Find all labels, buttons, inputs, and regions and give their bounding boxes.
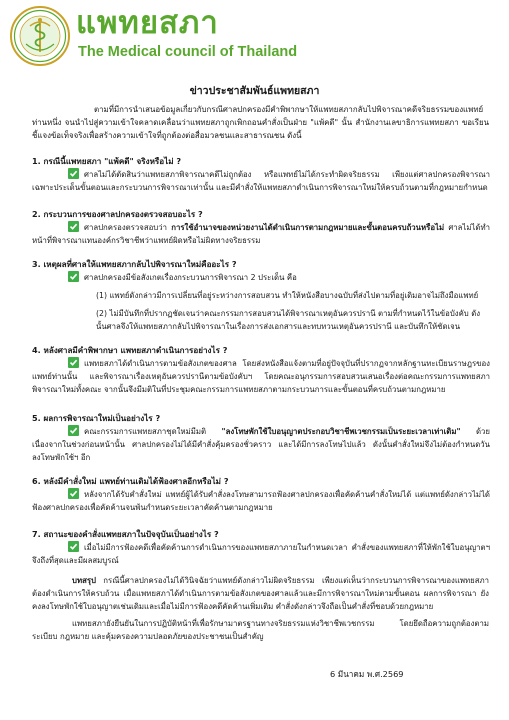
- intro-paragraph: ตามที่มีการนำเสนอข้อมูลเกี่ยวกับกรณีศาลปกครองมีคำพิพากษาให้แพทยสภากลับไปพิจารณาคดีจริยธรรมของแพทย์ท่านหนึ่ง จนนำไปสู่ความเข้าใจคลาดเคลื่อนว่าแพทยสภาถูกเพิกถอนคำสั่งเป็นฝ่าย "แพ้คดี" นั้น สำนักงานเลขาธิการแพทยสภา ขอเรียนชี้แจงข้อเท็จจริงเพื่อสร้างความเข้าใจที่ถูกต้องต่อสื่อมวลชนและสาธารณชน ดังนี้: [32, 105, 489, 140]
- check-icon: [68, 221, 79, 232]
- section-2-answer-text: ศาลไม่ได้ทำหน้าที่พิจารณาแทนองค์กรวิชาชีพว่าแพทย์ผิดหรือไม่ผิดทางจริยธรรม: [32, 223, 490, 245]
- section-6-answer-text: หลังจากได้รับคำสั่งใหม่ แพทย์ผู้ได้รับคำสั่งลงโทษสามารถฟ้องศาลปกครองเพื่อคัดค้านคำสั่งใหม่ได้ แต่แพทย์ดังกล่าวไม่ได้ฟ้องศาลปกครองเพื่อคัดค้านจนพ้นกำหนดระยะเวลาคัดค้านตามกฎหมาย: [32, 490, 490, 512]
- check-icon: [68, 541, 79, 552]
- section-5-answer-prefix: คณะกรรมการแพทยสภาชุดใหม่มีมติ: [84, 427, 222, 436]
- check-icon: [68, 271, 79, 282]
- document-date: 6 มีนาคม พ.ศ.2569: [330, 669, 404, 679]
- section-5-answer: [32, 425, 490, 464]
- document-title: ข่าวประชาสัมพันธ์แพทยสภา: [189, 85, 320, 97]
- section-5-answer-emphasis: "ลงโทษพักใช้ใบอนุญาตประกอบวิชาชีพเวชกรรมเป็นระยะเวลาเท่าเดิม": [221, 427, 461, 436]
- section-4-heading: 4. หลังศาลมีคำพิพากษา แพทยสภาดำเนินการอย่างไร ?: [32, 345, 228, 355]
- check-icon: [68, 357, 79, 368]
- section-7-heading: 7. สถานะของคำสั่งแพทยสภาในปัจจุบันเป็นอย่างไร ?: [32, 529, 219, 539]
- summary-label: บทสรุป: [72, 576, 96, 585]
- section-4-answer: [32, 357, 490, 409]
- summary-text: กรณีนี้ศาลปกครองไม่ได้วินิจฉัยว่าแพทย์ดังกล่าวไม่ผิดจริยธรรม เพียงแต่เห็นว่ากระบวนการพิจารณาของแพทยสภาต้องดำเนินการให้ครบถ้วน เมื่อแพทยสภาได้ดำเนินการตามข้อสังเกตของศาลแล้วและมีการพิจารณาใหม่ตามขั้นตอน ผลการพิจารณา ยังคงลงโทษพักใช้ใบอนุญาตเช่นเดิมและเมื่อไม่มีการฟ้องคดีคัดค้านเพิ่มเติม คำสั่งดังกล่าวจึงถือเป็นคำสั่งที่ชอบด้วยกฎหมาย: [32, 576, 489, 611]
- section-2-answer-prefix: ศาลปกครองตรวจสอบว่า: [84, 223, 172, 232]
- section-3-subitem-1: (1) แพทย์ดังกล่าวมีการเปลี่ยนที่อยู่ระหว่างการสอบสวน ทำให้หนังสือบางฉบับที่ส่งไปตามที่อยู่เดิมอาจไม่ถึงมือแพทย์: [96, 291, 479, 300]
- section-6-heading: 6. หลังมีคำสั่งใหม่ แพทย์ท่านเดิมได้ฟ้องศาลอีกหรือไม่ ?: [32, 476, 229, 486]
- org-name-english: The Medical council of Thailand: [78, 44, 298, 60]
- check-icon: [68, 425, 79, 436]
- section-6-answer: [32, 488, 490, 514]
- section-2-heading: 2. กระบวนการของศาลปกครองตรวจสอบอะไร ?: [32, 209, 203, 219]
- section-5-answer-text: ด้วยเนื่องจากในช่วงก่อนหน้านั้น ศาลปกครองไม่ได้มีคำสั่งคุ้มครองชั่วคราว และได้มีการลงโทษไปแล้ว ดังนั้นคำสั่งใหม่จึงไม่ต้องกำหนดวันลงโทษพักใช้ฯ อีก: [32, 427, 490, 462]
- summary-paragraph: [32, 574, 489, 613]
- section-3-answer: [32, 271, 490, 284]
- section-7-answer: [32, 541, 490, 567]
- section-3-heading: 3. เหตุผลที่ศาลให้แพทยสภากลับไปพิจารณาใหม่คืออะไร ?: [32, 259, 237, 269]
- section-7-answer-text: เมื่อไม่มีการฟ้องคดีเพื่อคัดค้านการดำเนินการของแพทยสภาภายในกำหนดเวลา คำสั่งของแพทยสภาที่ให้พักใช้ใบอนุญาตฯ จึงถึงที่สุดและมีผลสมบูรณ์: [32, 543, 490, 565]
- section-3-answer-text: ศาลปกครองมีข้อสังเกตเรื่องกระบวนการพิจารณา 2 ประเด็น คือ: [84, 273, 297, 282]
- check-icon: [68, 168, 79, 179]
- check-icon: [68, 488, 79, 499]
- section-1-answer-text: ศาลไม่ได้ตัดสินว่าแพทยสภาพิจารณาคดีไม่ถูกต้อง หรือแพทย์ไม่ได้กระทำผิดจริยธรรม เพียงแต่ศาลปกครองพิจารณาเฉพาะประเด็นขั้นตอนและกระบวนการพิจารณาเท่านั้น และมีคำสั่งให้แพทยสภาดำเนินการพิจารณาใหม่ให้ครบถ้วนตามที่กฎหมายกำหนด: [32, 170, 490, 192]
- section-2-answer: [32, 221, 490, 247]
- section-1-answer: [32, 168, 490, 194]
- section-2-answer-emphasis: การใช้อำนาจของหน่วยงานได้ดำเนินการตามกฎหมายและขั้นตอนครบถ้วนหรือไม่: [171, 223, 445, 232]
- section-1-heading: 1. กรณีนี้แพทยสภา "แพ้คดี" จริงหรือไม่ ?: [32, 156, 182, 166]
- letterhead: [0, 0, 509, 72]
- section-3-subitem-2: (2) ไม่มีบันทึกที่ปรากฏชัดเจนว่าคณะกรรมการสอบสวนได้พิจารณาเหตุอันควรปรานี ตามที่กำหนดไว้ในข้อบังคับ ดังนั้นศาลจึงให้แพทยสภากลับไปพิจารณาในเรื่องการส่งเอกสารและทบทวนเหตุอันควรปรานี และบันทึกให้ชัดเจน: [96, 309, 481, 331]
- section-5-heading: 5. ผลการพิจารณาใหม่เป็นอย่างไร ?: [32, 413, 161, 423]
- closing-paragraph: แพทยสภายังยืนยันในการปฏิบัติหน้าที่เพื่อรักษามาตรฐานทางจริยธรรมแห่งวิชาชีพเวชกรรม โดยยึดถือความถูกต้องตามระเบียบ กฎหมาย และคุ้มครองความปลอดภัยของประชาชนเป็นสำคัญ: [32, 619, 489, 641]
- org-name-thai: แพทยสภา: [76, 5, 219, 41]
- section-4-answer-text: แพทยสภาได้ดำเนินการตามข้อสังเกตของศาล โดยส่งหนังสือแจ้งตามที่อยู่ปัจจุบันที่ปรากฏจากหลักฐานทะเบียนราษฎรของแพทย์ท่านนั้น และพิจารณาเรื่องเหตุอันควรปรานีตามข้อบังคับฯ โดยคณะอนุกรรมการสอบสวนเสนอเรื่องต่อคณะกรรมการแพทยสภาพิจารณาใหม่ทั้งคณะ จากนั้นจึงมีมติในที่ประชุมคณะกรรมการแพทยสภาตามกระบวนการและขั้นตอนที่ครบถ้วนตามกฎหมาย: [32, 359, 490, 394]
- medical-council-seal-icon: [10, 6, 70, 66]
